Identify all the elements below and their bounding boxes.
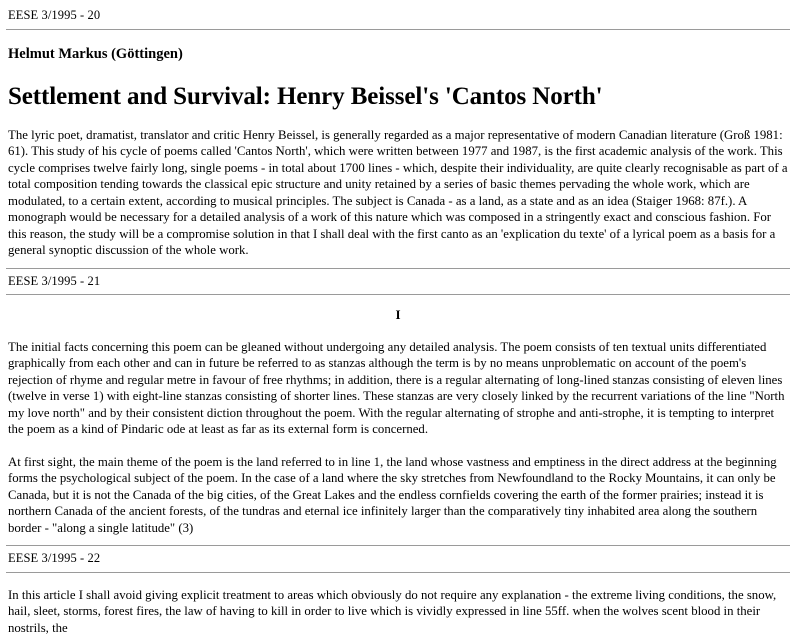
paragraph-initial-facts: The initial facts concerning this poem can be gleaned without undergoing any detailed analysis. The poem consists of ten textual units differentiated graphically from each other and can in future be referred to as stanzas although the term is by no means unproblematic on account of the poem's rejection of rhyme and regular metre in favour of free rhythms; in addition, there is a regular alternating of long-lined stanzas consisting of eleven lines (twelve in verse 1) with eight-line stanzas consisting of shorter lines. These stanzas are very closely linked by the recurrent variations of the line "North my love north" and by their consistent diction throughout the poem. With the regular alternating of strophe and anti-strophe, it is tempting to interpret the poem as a kind of Pindaric ode at least as far as its external form is concerned. [8, 339, 785, 437]
paragraph-first-sight: At first sight, the main theme of the poem is the land referred to in line 1, the land whose vastness and emptiness in the direct address at the beginning forms the psychological subject of the poem. In the case of a land where the sky stretches from Newfoundland to the Rocky Mountains, it can only be Canada, but it is not the Canada of the big cities, of the Great Lakes and the endless cornfields covering the earth of the former prairies; instead it is northern Canada of the ancient forests, of the tundras and eternal ice infinitely larger than the comparatively tiny inhabited area along the southern border - "along a single latitude" (3) [8, 454, 777, 535]
paragraph-intro: The lyric poet, dramatist, translator and critic Henry Beissel, is generally regarded as a major representative of modern Canadian literature (Groß 1981: 61). This study of his cycle of poems called 'Cantos North', which were written between 1977 and 1987, is the first academic analysis of the work. This cycle comprises twelve fairly long, single poems - in total about 1700 lines - which, despite their individuality, are quite clearly recognisable as part of a total composition tending towards the classical epic structure and unity retained by a series of basic themes pervading the whole work, which are modulated, to a certain extent, according to musical principles. The subject is Canada - as a land, as a state and as an idea (Staiger 1968: 87f.). A monograph would be necessary for a detailed analysis of a work of this nature which was composed in a stringently exact and conscious fashion. For this reason, the study will be a compromise solution in that I shall deal with the first canto as an 'explication du texte' of a lyrical poem as a basis for a general synoptic discussion of the whole work. [8, 127, 788, 258]
horizontal-rule-bottom [6, 572, 790, 573]
horizontal-rule-bottom [6, 294, 790, 295]
page-title: Settlement and Survival: Henry Beissel's 'Cantos North' [8, 83, 603, 111]
page-break-header-20 [6, 0, 790, 30]
page-break-header-22 [6, 545, 790, 573]
horizontal-rule [6, 29, 790, 30]
journal-page-marker: EESE 3/1995 - 20 [8, 8, 101, 22]
journal-page-marker: EESE 3/1995 - 22 [8, 551, 101, 566]
paragraph-this-article: In this article I shall avoid giving explicit treatment to areas which obviously do not require any explanation - the extreme living conditions, the snow, hail, sleet, storms, forest fires, the law of having to kill in order to live which is vividly expressed in line 55ff. when the wolves scent blood in their nostrils, the [8, 587, 777, 635]
author-line: Helmut Markus (Göttingen) [8, 45, 183, 62]
journal-page-marker: EESE 3/1995 - 21 [8, 273, 101, 288]
page-break-header-21 [6, 268, 790, 296]
section-heading: I [395, 307, 401, 323]
spacer [6, 536, 790, 545]
spacer [6, 259, 790, 268]
